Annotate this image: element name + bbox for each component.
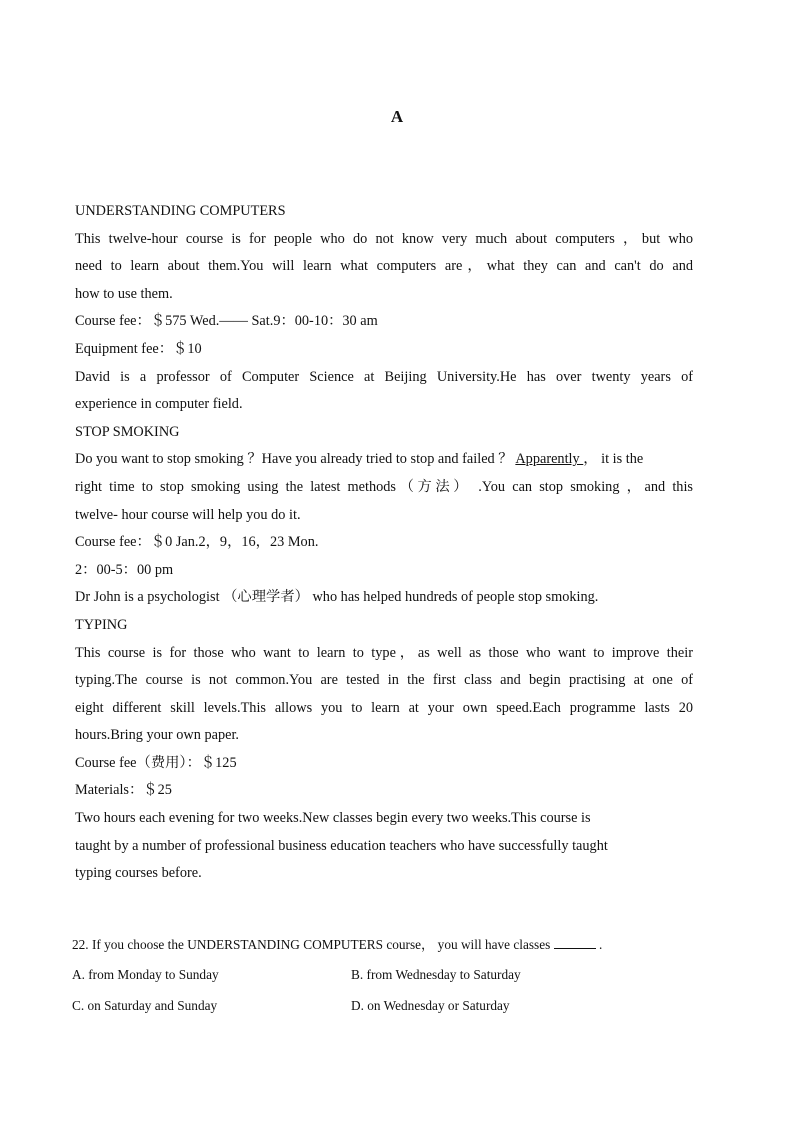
passage-heading: A: [390, 107, 404, 126]
option-c[interactable]: C. on Saturday and Sunday: [72, 998, 218, 1013]
question-stem: [72, 934, 712, 964]
text-line: twelve- hour course will help you do it.: [75, 506, 301, 523]
options-row: [72, 995, 712, 1026]
text-line: experience in computer field.: [75, 396, 243, 413]
course-fee-line: Course fee（费用）：＄125: [75, 754, 237, 771]
text-line: typing.The course is not common.You are tested in the first class and begin practising at one of: [75, 672, 693, 689]
equipment-fee-line: Equipment fee：＄10: [75, 340, 202, 357]
option-a[interactable]: A. from Monday to Sunday: [72, 967, 219, 982]
question-22: [72, 934, 712, 1026]
text-line: taught by a number of professional business education teachers who have successfully taught: [75, 837, 608, 854]
text-line: [75, 446, 693, 474]
text-segment: ， it is the: [583, 451, 644, 468]
text-line: Dr John is a psychologist （心理学者） who has helped hundreds of people stop smoking.: [75, 589, 599, 606]
text-line: how to use them.: [75, 285, 173, 302]
option-b[interactable]: B. from Wednesday to Saturday: [351, 967, 521, 982]
text-line: This course is for those who want to learn to type，as well as those who want to improve their: [75, 644, 693, 661]
reading-passage: [75, 198, 693, 888]
question-text: If you choose the UNDERSTANDING COMPUTERS course， you will have classes: [88, 937, 554, 952]
answer-blank: [554, 936, 596, 949]
text-line: right time to stop smoking using the latest methods（方法） .You can stop smoking ，and this: [75, 478, 693, 495]
time-line: 2：00-5：00 pm: [75, 561, 174, 578]
underlined-word: Apparently: [515, 451, 584, 468]
section-title-typing: TYPING: [75, 616, 128, 633]
course-fee-line: Course fee：＄575 Wed.—— Sat.9：00-10：30 am: [75, 313, 378, 330]
question-number: 22.: [72, 937, 89, 952]
course-fee-line: Course fee：＄0 Jan.2，9，16，23 Mon.: [75, 534, 319, 551]
text-line: hours.Bring your own paper.: [75, 727, 239, 744]
text-line: need to learn about them.You will learn what computers are，what they can and can't do and: [75, 258, 693, 275]
text-line: eight different skill levels.This allows you to learn at your own speed.Each programme lasts 20: [75, 699, 693, 716]
section-title-smoking: STOP SMOKING: [75, 423, 180, 440]
text-segment: Do you want to stop smoking ？Have you already tried to stop and failed ？: [75, 451, 516, 468]
options-row: [72, 964, 712, 995]
option-d[interactable]: D. on Wednesday or Saturday: [351, 998, 510, 1013]
text-line: typing courses before.: [75, 865, 202, 882]
materials-fee-line: Materials：＄25: [75, 782, 172, 799]
text-line: This twelve-hour course is for people who do not know very much about computers ，but who: [75, 230, 693, 247]
text-line: David is a professor of Computer Science at Beijing University.He has over twenty years of: [75, 368, 693, 385]
text-line: Two hours each evening for two weeks.New classes begin every two weeks.This course is: [75, 810, 591, 827]
question-text-end: .: [595, 937, 603, 952]
section-title-computers: UNDERSTANDING COMPUTERS: [75, 203, 286, 219]
